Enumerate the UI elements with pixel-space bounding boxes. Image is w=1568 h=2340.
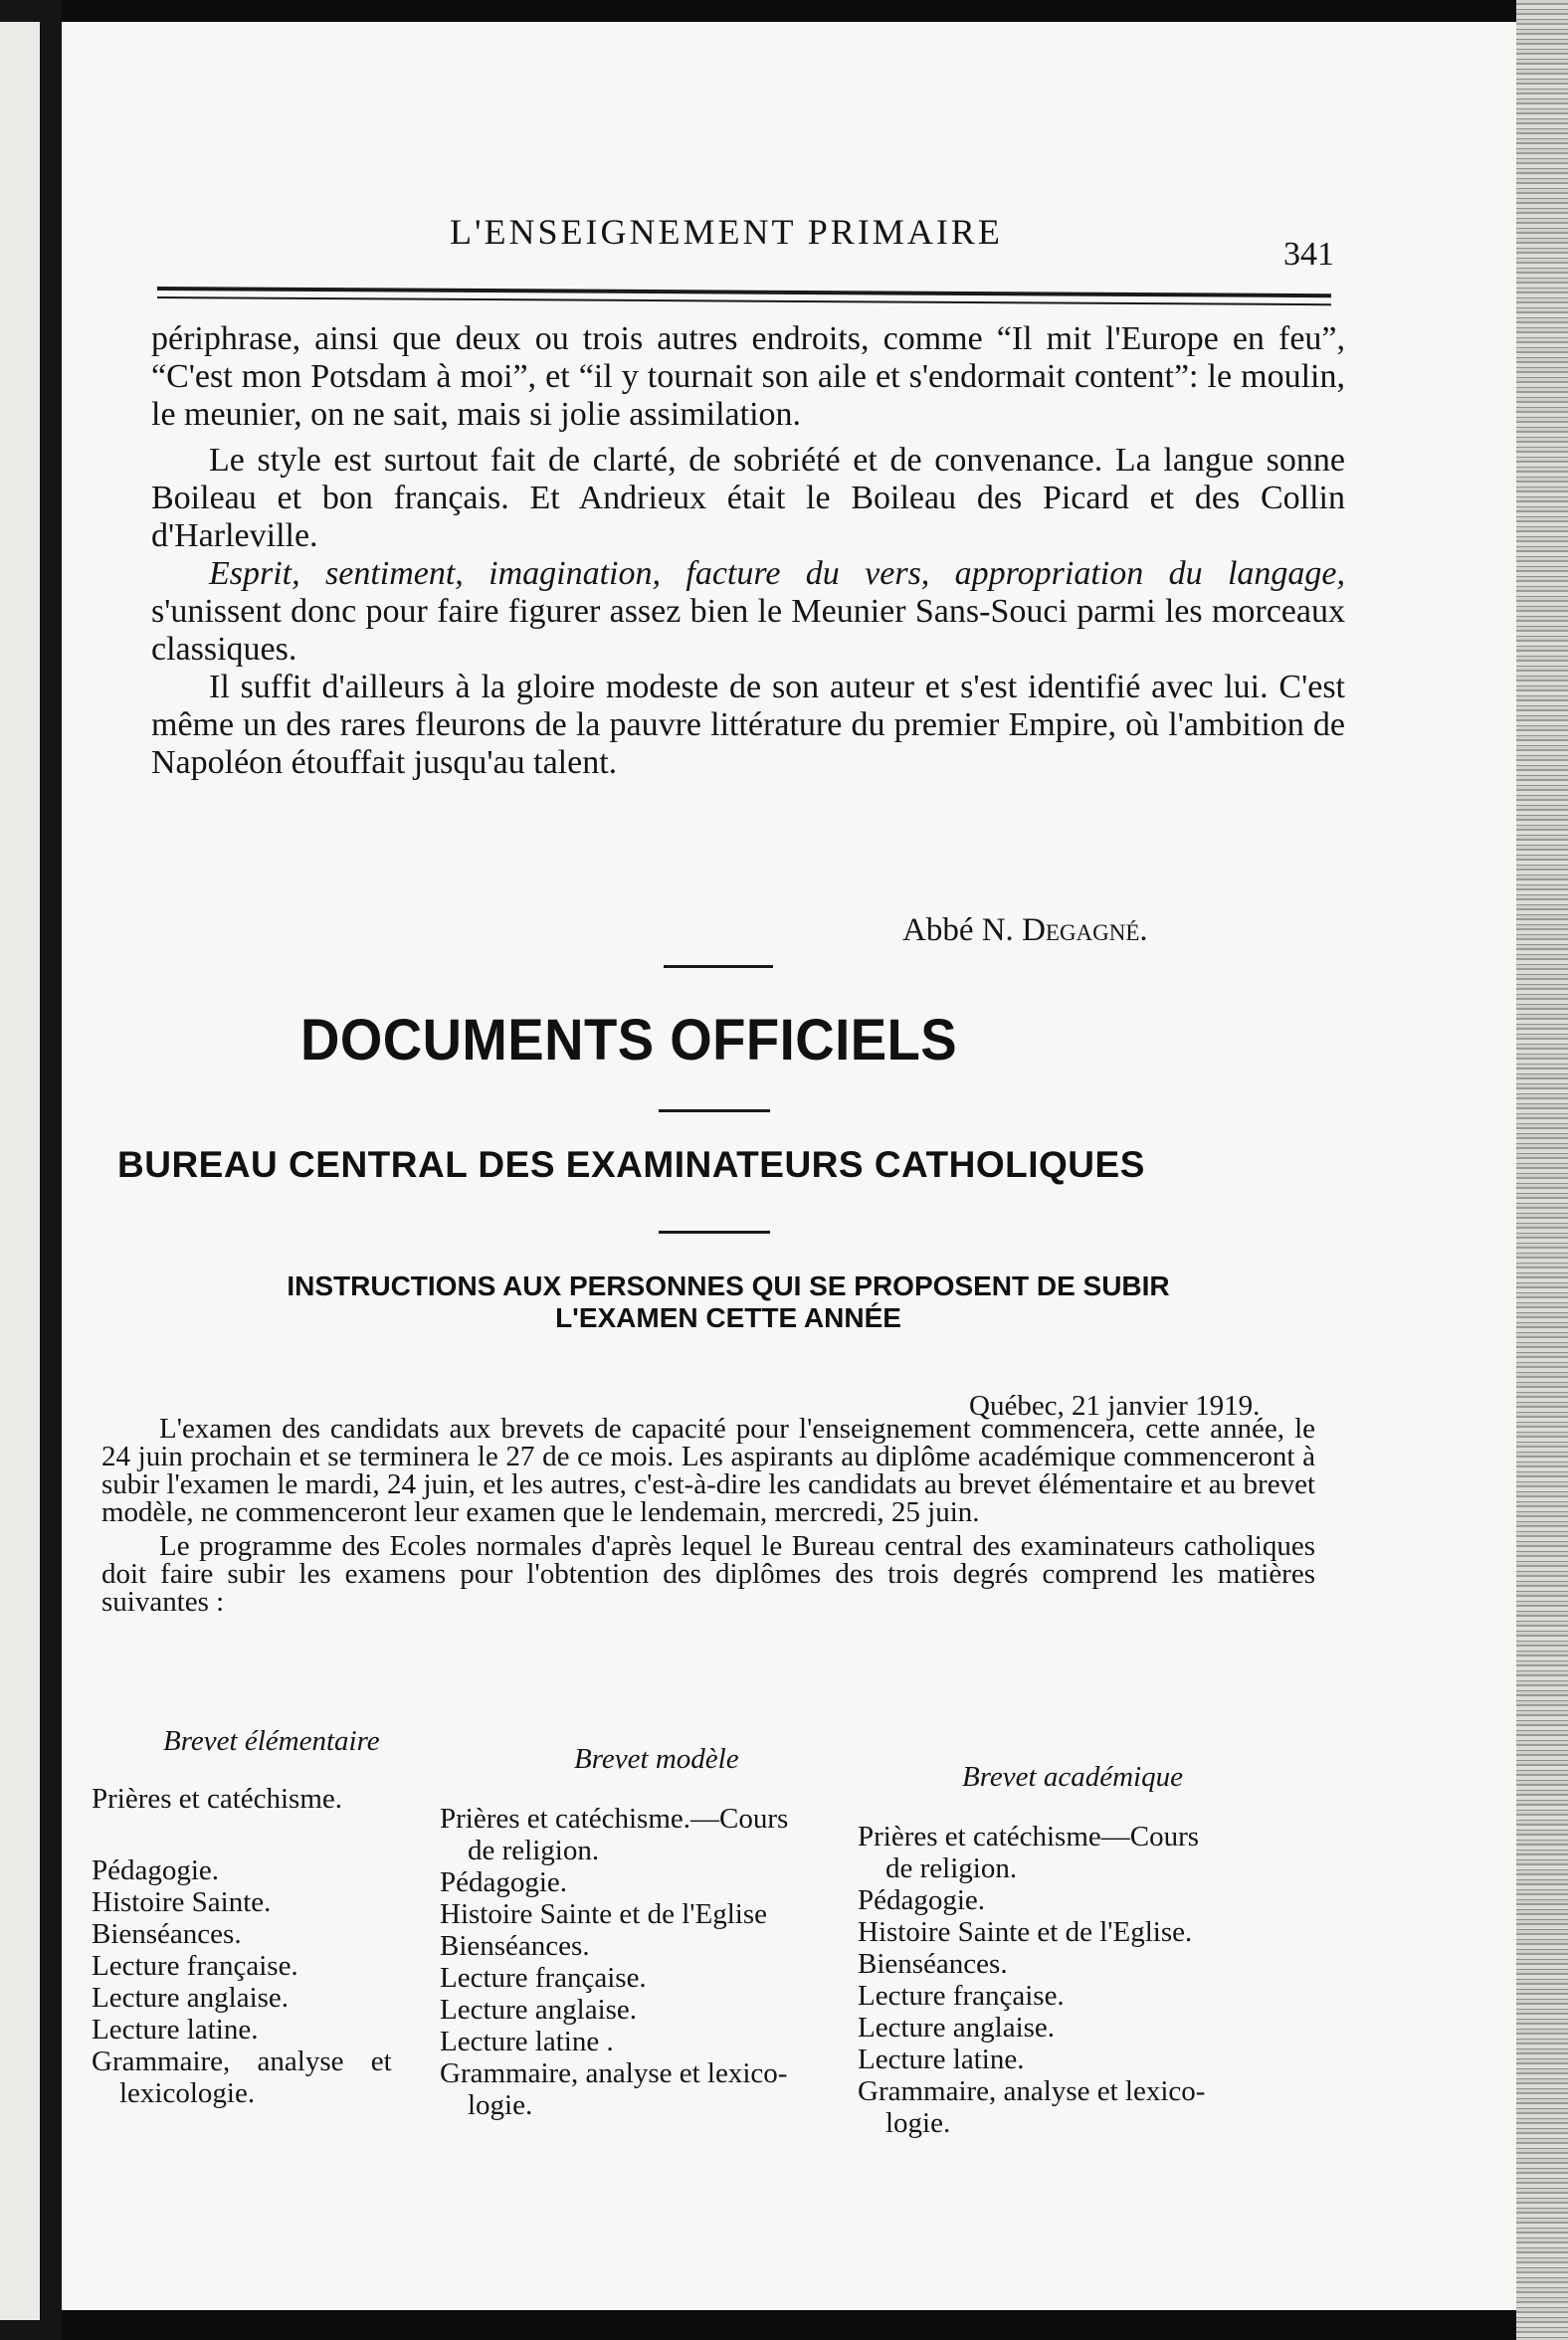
page-number: 341 [1283, 236, 1334, 273]
column-heading-academique: Brevet académique [962, 1761, 1183, 1793]
book-page [62, 22, 1516, 2310]
separator-dash [659, 1109, 770, 1112]
list-item-continued: lexicologie. [119, 2077, 256, 2109]
author-name: Degagné. [1022, 912, 1148, 948]
separator-dash [664, 965, 773, 968]
facing-page-edge [0, 22, 40, 2320]
list-item-continued: de religion. [885, 1852, 1018, 1884]
list-item: Lecture latine. [92, 2014, 259, 2046]
list-item: Pédagogie. [92, 1854, 220, 1886]
list-item: Grammaire, analyse et lexico- [858, 2075, 1206, 2107]
list-item: Grammaire, analyse et lexico- [440, 2057, 788, 2089]
instructions-body [101, 1415, 1315, 1616]
subject-list-elementaire [92, 1783, 490, 2109]
paragraph: périphrase, ainsi que deux ou trois autres endroits, comme “Il mit l'Europe en feu”, “C'est mon Potsdam à moi”, et “il y tournait son aile et s'endormait content”: le moulin, le meunier, on ne sait, mais si jolie assimilation. [151, 320, 1345, 433]
list-item: Grammaire, analyse et [92, 2046, 392, 2077]
list-item: Histoire Sainte et de l'Eglise. [858, 1916, 1193, 1948]
list-item: Prières et catéchisme. [92, 1783, 343, 1815]
instructions-line: L'EXAMEN CETTE ANNÉE [555, 1302, 901, 1333]
bureau-heading: BUREAU CENTRAL DES EXAMINATEURS CATHOLIQUES [117, 1144, 1145, 1185]
list-item-continued: logie. [468, 2089, 533, 2121]
list-item: Bienséances. [440, 1930, 590, 1962]
list-item: Pédagogie. [858, 1884, 986, 1916]
paragraph: Le programme des Ecoles normales d'après lequel le Bureau central des examinateurs catholiques doit faire subir les examens pour l'obtention des diplômes des trois degrés comprend les matières suivantes : [101, 1530, 1315, 1618]
list-item: Histoire Sainte. [92, 1886, 272, 1918]
list-item: Histoire Sainte et de l'Eglise [440, 1898, 767, 1930]
list-item: Lecture latine . [440, 2026, 614, 2057]
list-item: Lecture anglaise. [440, 1994, 638, 2026]
column-heading-modele: Brevet modèle [574, 1743, 739, 1775]
list-item-continued: de religion. [468, 1835, 600, 1866]
list-item: Lecture latine. [858, 2044, 1025, 2075]
list-item: Prières et catéchisme—Cours [858, 1821, 1200, 1852]
paragraph [151, 555, 1345, 669]
paragraph-text: s'unissent donc pour faire figurer assez bien le Meunier Sans-Souci parmi les morceaux classiques. [151, 593, 1345, 668]
paragraph: Il suffit d'ailleurs à la gloire modeste de son auteur et s'est identifié avec lui. C'est même un des rares fleurons de la pauvre littérature du premier Empire, où l'ambition de Napoléon étouffait jusqu'au talent. [151, 669, 1345, 781]
list-item: Lecture française. [92, 1950, 298, 1982]
running-header: L'ENSEIGNEMENT PRIMAIRE [450, 212, 1003, 252]
header-rule-thin [157, 296, 1331, 305]
paragraph: Le style est surtout fait de clarté, de sobriété et de convenance. La langue sonne Boileau et bon français. Et Andrieux était le Boileau des Picard et des Collin d'Harleville. [151, 442, 1345, 554]
article-ending [151, 320, 1345, 782]
list-item: Lecture anglaise. [858, 2012, 1056, 2044]
subject-list-academique [858, 1821, 1305, 2139]
list-item: Prières et catéchisme.—Cours [440, 1803, 789, 1835]
list-item-continued: logie. [885, 2107, 951, 2139]
author-signature [902, 912, 1148, 949]
column-heading-elementaire: Brevet élémentaire [163, 1725, 380, 1757]
list-item: Pédagogie. [440, 1866, 568, 1898]
list-item: Bienséances. [858, 1948, 1008, 1980]
list-item: Lecture française. [858, 1980, 1065, 2012]
header-rule [157, 287, 1331, 297]
subject-list-modele [440, 1803, 868, 2121]
signature-prefix: Abbé N. [902, 912, 1023, 948]
italic-phrase: Esprit, sentiment, imagination, facture du vers, appropriation du langage, [209, 555, 1345, 592]
instructions-heading [171, 1270, 1285, 1334]
list-item: Lecture française. [440, 1962, 647, 1994]
section-title: DOCUMENTS OFFICIELS [300, 1008, 958, 1072]
book-gutter [0, 0, 62, 2340]
list-item: Lecture anglaise. [92, 1982, 290, 2014]
separator-dash [659, 1231, 770, 1234]
page-stack-edge [1516, 0, 1568, 2340]
list-item: Bienséances. [92, 1918, 242, 1950]
paragraph: L'examen des candidats aux brevets de capacité pour l'enseignement commencera, cette année, le 24 juin prochain et se terminera le 27 de ce mois. Les aspirants au diplôme académique commenceront à subir l'examen le mardi, 24 juin, et les autres, c'est-à-dire les candidats au brevet élémentaire et au brevet modèle, ne commenceront leur examen que le lendemain, mercredi, 25 juin. [101, 1413, 1315, 1528]
dateline: Québec, 21 janvier 1919. [969, 1390, 1261, 1422]
instructions-line: INSTRUCTIONS AUX PERSONNES QUI SE PROPOSENT DE SUBIR [287, 1270, 1170, 1301]
